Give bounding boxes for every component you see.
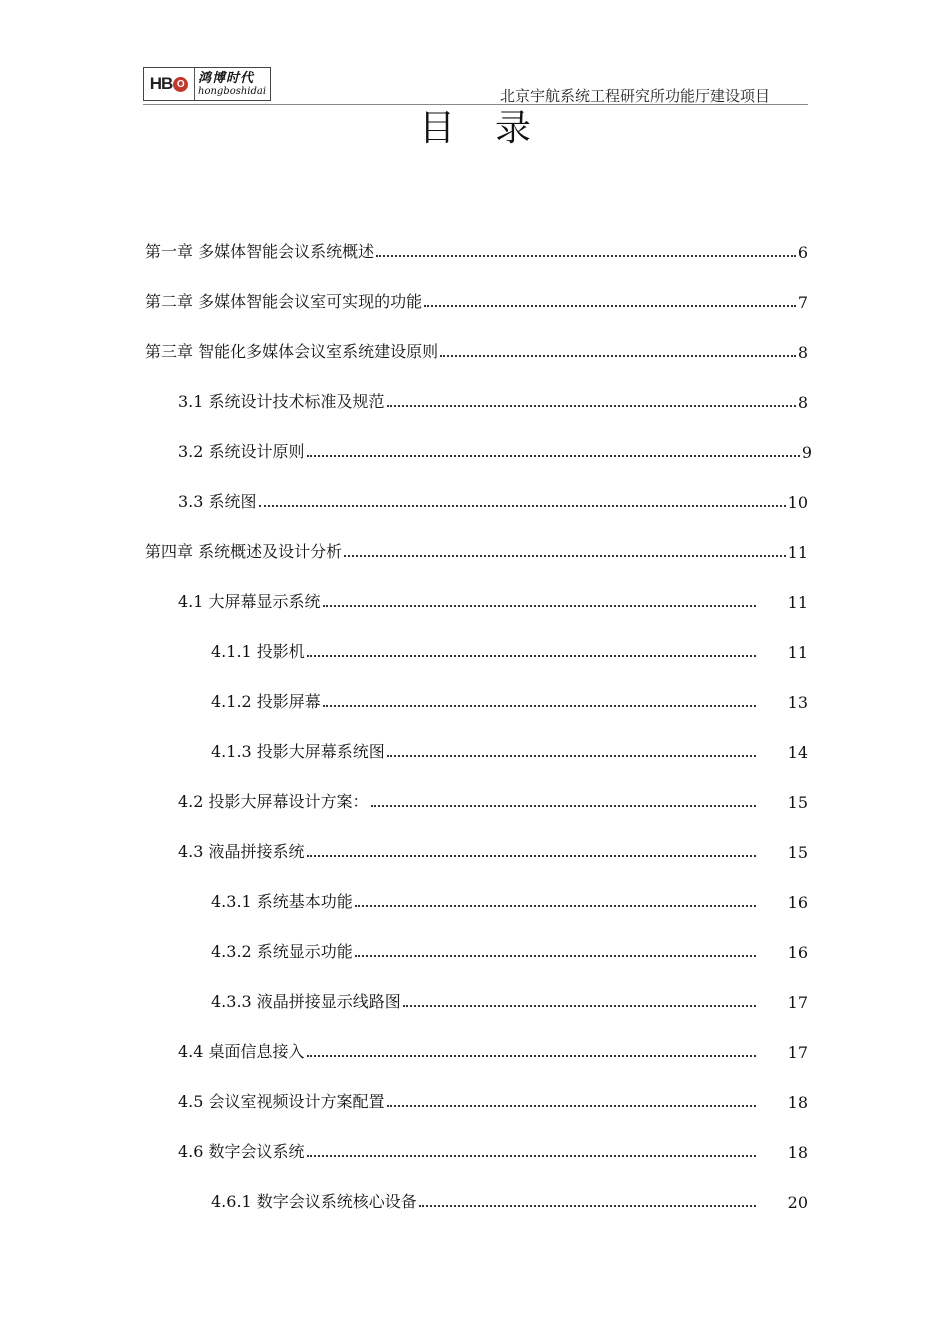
toc-dot-leader [355, 905, 756, 907]
toc-entry-label: 3.3 系统图 [178, 492, 257, 511]
toc-entry[interactable] [178, 1038, 808, 1062]
toc-entry-page: 9 [801, 443, 812, 462]
toc-entry-label: 4.1 大屏幕显示系统 [178, 592, 321, 611]
toc-dot-leader [323, 705, 756, 707]
logo-chinese-name: 鸿博时代 [198, 70, 255, 86]
toc-entry-label: 第四章 系统概述及设计分析 [145, 542, 343, 561]
toc-entry-page: 6 [797, 243, 808, 262]
toc-entry[interactable] [145, 288, 808, 312]
toc-entry-label: 4.3.3 液晶拼接显示线路图 [211, 992, 401, 1011]
toc-entry[interactable] [178, 838, 808, 862]
toc-entry-label: 第三章 智能化多媒体会议室系统建设原则 [145, 342, 439, 361]
toc-entry-page: 13 [787, 693, 808, 712]
logo-english-name: hongboshidai [198, 85, 267, 97]
toc-entry-label: 4.5 会议室视频设计方案配置 [178, 1092, 385, 1111]
logo-o-circle: O [173, 77, 188, 92]
toc-entry-page: 10 [787, 493, 808, 512]
toc-entry-label: 4.3.1 系统基本功能 [211, 892, 353, 911]
toc-dot-leader [403, 1005, 756, 1007]
toc-entry-label: 4.6 数字会议系统 [178, 1142, 305, 1161]
document-header-title: 北京宇航系统工程研究所功能厅建设项目 [500, 87, 771, 105]
toc-entry[interactable] [178, 488, 808, 512]
toc-entry[interactable] [145, 538, 808, 562]
toc-dot-leader [387, 755, 756, 757]
toc-entry-page: 16 [787, 893, 808, 912]
toc-entry[interactable] [178, 1138, 808, 1162]
toc-entry-label: 4.1.3 投影大屏幕系统图 [211, 742, 385, 761]
toc-entry-label: 4.2 投影大屏幕设计方案： [178, 792, 369, 811]
toc-dot-leader [371, 805, 756, 807]
toc-dot-leader [387, 405, 796, 407]
logo-text [195, 68, 270, 100]
toc-entry[interactable] [211, 888, 808, 912]
toc-entry[interactable] [178, 588, 808, 612]
toc-dot-leader [440, 355, 796, 357]
logo-mark [144, 68, 195, 100]
toc-dot-leader [307, 1155, 756, 1157]
toc-entry-page: 11 [787, 543, 808, 562]
toc-entry[interactable] [211, 688, 808, 712]
toc-entry-page: 20 [787, 1193, 808, 1212]
toc-entry-page: 8 [797, 343, 808, 362]
toc-entry[interactable] [211, 988, 808, 1012]
logo-mark-text: HB [149, 74, 173, 93]
toc-dot-leader [355, 955, 756, 957]
toc-entry-page: 18 [787, 1143, 808, 1162]
toc-entry[interactable] [178, 1088, 808, 1112]
toc-entry[interactable] [145, 238, 808, 262]
toc-entry-label: 4.6.1 数字会议系统核心设备 [211, 1192, 417, 1211]
toc-dot-leader [419, 1205, 756, 1207]
toc-dot-leader [307, 655, 756, 657]
toc-entry-page: 11 [787, 593, 808, 612]
toc-dot-leader [307, 1055, 756, 1057]
toc-entry[interactable] [178, 788, 808, 812]
toc-entry[interactable] [211, 938, 808, 962]
toc-dot-leader [387, 1105, 756, 1107]
toc-entry-page: 16 [787, 943, 808, 962]
toc-entry[interactable] [178, 388, 808, 412]
toc-entry[interactable] [211, 738, 808, 762]
toc-dot-leader [307, 855, 756, 857]
toc-entry-page: 15 [787, 793, 808, 812]
toc-dot-leader [344, 555, 786, 557]
toc-entry[interactable] [211, 1188, 808, 1212]
toc-entry-label: 第一章 多媒体智能会议系统概述 [145, 242, 375, 261]
toc-dot-leader [307, 455, 800, 457]
page-title: 目录 [418, 108, 571, 149]
toc-entry-page: 11 [787, 643, 808, 662]
toc-dot-leader [259, 505, 786, 507]
toc-entry[interactable] [211, 638, 808, 662]
toc-dot-leader [424, 305, 796, 307]
toc-entry-page: 14 [787, 743, 808, 762]
toc-entry-label: 4.1.1 投影机 [211, 642, 305, 661]
toc-dot-leader [376, 255, 796, 257]
toc-entry-page: 17 [787, 1043, 808, 1062]
company-logo [143, 67, 271, 101]
toc-entry[interactable] [145, 338, 808, 362]
toc-entry-label: 4.3.2 系统显示功能 [211, 942, 353, 961]
toc-entry-label: 3.2 系统设计原则 [178, 442, 305, 461]
toc-entry-label: 4.1.2 投影屏幕 [211, 692, 321, 711]
toc-entry-page: 17 [787, 993, 808, 1012]
toc-entry-label: 第二章 多媒体智能会议室可实现的功能 [145, 292, 423, 311]
toc-entry-label: 3.1 系统设计技术标准及规范 [178, 392, 385, 411]
toc-entry[interactable] [178, 438, 812, 462]
toc-entry-page: 7 [797, 293, 808, 312]
toc-entry-label: 4.3 液晶拼接系统 [178, 842, 305, 861]
toc-entry-page: 15 [787, 843, 808, 862]
toc-entry-label: 4.4 桌面信息接入 [178, 1042, 305, 1061]
toc-entry-page: 8 [797, 393, 808, 412]
toc-dot-leader [323, 605, 756, 607]
toc-entry-page: 18 [787, 1093, 808, 1112]
